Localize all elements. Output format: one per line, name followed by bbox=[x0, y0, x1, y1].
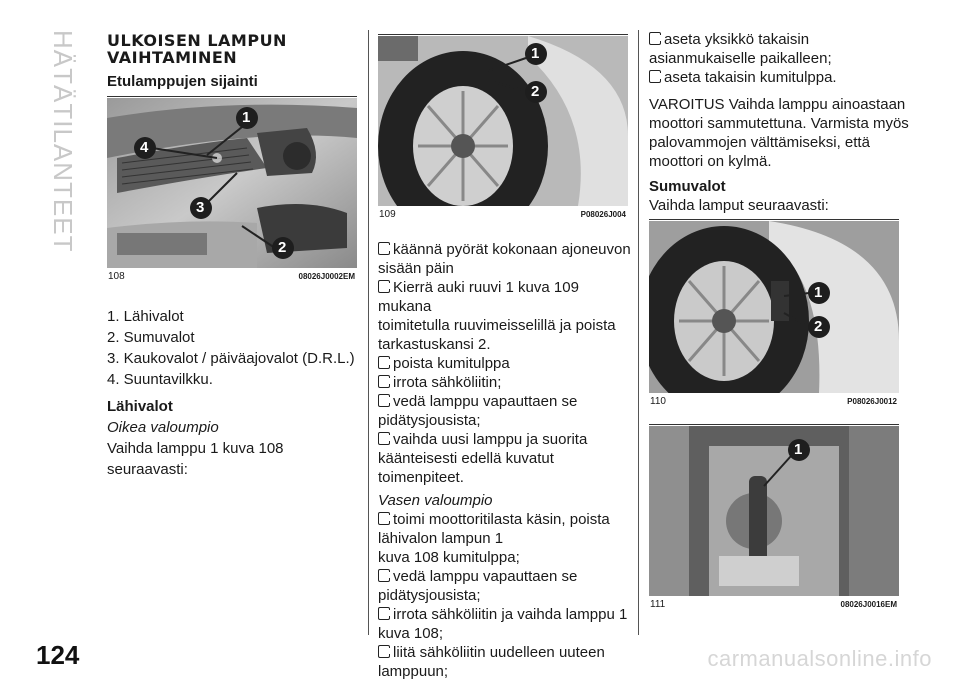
figure-111-image bbox=[649, 426, 899, 596]
checkbox-bullet-icon bbox=[378, 394, 390, 407]
watermark: carmanualsonline.info bbox=[707, 646, 932, 671]
step-9: irrota sähköliitin ja vaihda lamppu 1 kuva 108; bbox=[378, 606, 628, 642]
fog-light-bulb-illustration bbox=[649, 426, 899, 596]
callout-2: 2 bbox=[814, 318, 823, 335]
checkbox-bullet-icon bbox=[378, 375, 390, 388]
instruction-text-sumuvalot: Vaihda lamput seuraavasti: bbox=[649, 197, 829, 214]
column-3-body bbox=[649, 30, 909, 215]
callout-2: 2 bbox=[278, 239, 287, 256]
instruction-text: Vaihda lamppu 1 kuva 108 seuraavasti: bbox=[107, 440, 284, 478]
step-4: irrota sähköliitin; bbox=[378, 373, 636, 392]
figure-111-number: 111 bbox=[650, 599, 666, 610]
checkbox-bullet-icon bbox=[378, 607, 390, 620]
section-heading-lahivalot: Lähivalot bbox=[107, 398, 173, 415]
checkbox-bullet-icon bbox=[649, 32, 661, 45]
legend-item-3: 3. Kaukovalot / päiväajovalot (D.R.L.) bbox=[107, 350, 355, 367]
legend-item-1: 1. Lähivalot bbox=[107, 308, 184, 325]
section-title-line1: ULKOISEN LAMPUN bbox=[107, 31, 287, 50]
figure-110 bbox=[649, 219, 899, 412]
step-8: vedä lamppu vapauttaen se pidätysjousista; bbox=[378, 568, 578, 604]
column-1 bbox=[107, 32, 359, 91]
step-10: liitä sähköliitin uudelleen uuteen lamppuun; bbox=[378, 644, 605, 680]
callout-4: 4 bbox=[140, 139, 149, 156]
checkbox-bullet-icon bbox=[378, 280, 390, 293]
section-subtitle: Etulamppujen sijainti bbox=[107, 73, 258, 90]
column-1-body bbox=[107, 306, 365, 480]
step-5: vedä lamppu vapauttaen se pidätysjousista; bbox=[378, 393, 578, 429]
checkbox-bullet-icon bbox=[649, 70, 661, 83]
subsection-oikea-valoumpio: Oikea valoumpio bbox=[107, 419, 219, 436]
column-divider-1 bbox=[368, 30, 369, 635]
legend-item-2: 2. Sumuvalot bbox=[107, 329, 195, 346]
figure-110-code: P08026J0012 bbox=[847, 397, 897, 406]
figure-109-image bbox=[378, 36, 628, 206]
section-heading-sumuvalot: Sumuvalot bbox=[649, 178, 726, 195]
callout-1: 1 bbox=[531, 45, 540, 62]
figure-108-caption bbox=[107, 271, 357, 285]
callout-3: 3 bbox=[196, 199, 205, 216]
legend-item-4: 4. Suuntavilkku. bbox=[107, 371, 213, 388]
step-7: toimi moottoritilasta käsin, poista lähivalon lampun 1 kuva 108 kumitulppa; bbox=[378, 511, 610, 566]
checkbox-bullet-icon bbox=[378, 432, 390, 445]
checkbox-bullet-icon bbox=[378, 645, 390, 658]
figure-108-code: 08026J0002EM bbox=[298, 272, 355, 281]
fog-light-wheel-illustration bbox=[649, 221, 899, 393]
warning-text: VAROITUS Vaihda lamppu ainoastaan moottori sammutettuna. Varmista myös palovammojen välttämiseksi, että moottori on kylmä. bbox=[649, 96, 909, 170]
callout-2: 2 bbox=[531, 83, 540, 100]
step-12: aseta takaisin kumitulppa. bbox=[649, 68, 909, 87]
figure-110-number: 110 bbox=[650, 396, 666, 407]
figure-109-code: P08026J004 bbox=[580, 210, 626, 219]
column-divider-2 bbox=[638, 30, 639, 635]
chapter-side-label-text: HÄTÄTILANTEET bbox=[48, 30, 78, 253]
checkbox-bullet-icon bbox=[378, 512, 390, 525]
page-number: 124 bbox=[36, 640, 80, 670]
car-front-headlight-illustration bbox=[107, 98, 357, 268]
callout-1: 1 bbox=[814, 284, 823, 301]
subsection-vasen-valoumpio: Vasen valoumpio bbox=[378, 492, 493, 509]
figure-110-caption bbox=[649, 396, 899, 410]
chapter-side-label bbox=[38, 30, 82, 253]
checkbox-bullet-icon bbox=[378, 356, 390, 369]
step-3: poista kumitulppa bbox=[378, 354, 636, 373]
figure-108-image bbox=[107, 98, 357, 268]
column-2-body bbox=[378, 240, 636, 681]
checkbox-bullet-icon bbox=[378, 569, 390, 582]
callout-1: 1 bbox=[242, 109, 251, 126]
figure-109 bbox=[378, 34, 628, 225]
step-1: käännä pyörät kokonaan ajoneuvon sisään päin bbox=[378, 241, 631, 277]
figure-109-caption bbox=[378, 209, 628, 223]
figure-108 bbox=[107, 96, 357, 287]
step-11: aseta yksikkö takaisin asianmukaiselle paikalleen; bbox=[649, 31, 832, 67]
figure-111-caption bbox=[649, 599, 899, 613]
figure-108-number: 108 bbox=[108, 271, 125, 282]
figure-110-image bbox=[649, 221, 899, 393]
figure-109-number: 109 bbox=[379, 209, 396, 220]
figure-111-code: 08026J0016EM bbox=[840, 600, 897, 609]
step-6: vaihda uusi lamppu ja suorita käänteisesti edellä kuvatut toimenpiteet. bbox=[378, 431, 588, 486]
section-title-line2: VAIHTAMINEN bbox=[107, 48, 238, 67]
figure-111 bbox=[649, 424, 899, 617]
checkbox-bullet-icon bbox=[378, 242, 390, 255]
step-2: Kierrä auki ruuvi 1 kuva 109 mukana toimitetulla ruuvimeisselillä ja poista tarkastuskansi 2. bbox=[378, 279, 616, 353]
callout-1: 1 bbox=[794, 441, 803, 458]
wheel-arch-illustration bbox=[378, 36, 628, 206]
